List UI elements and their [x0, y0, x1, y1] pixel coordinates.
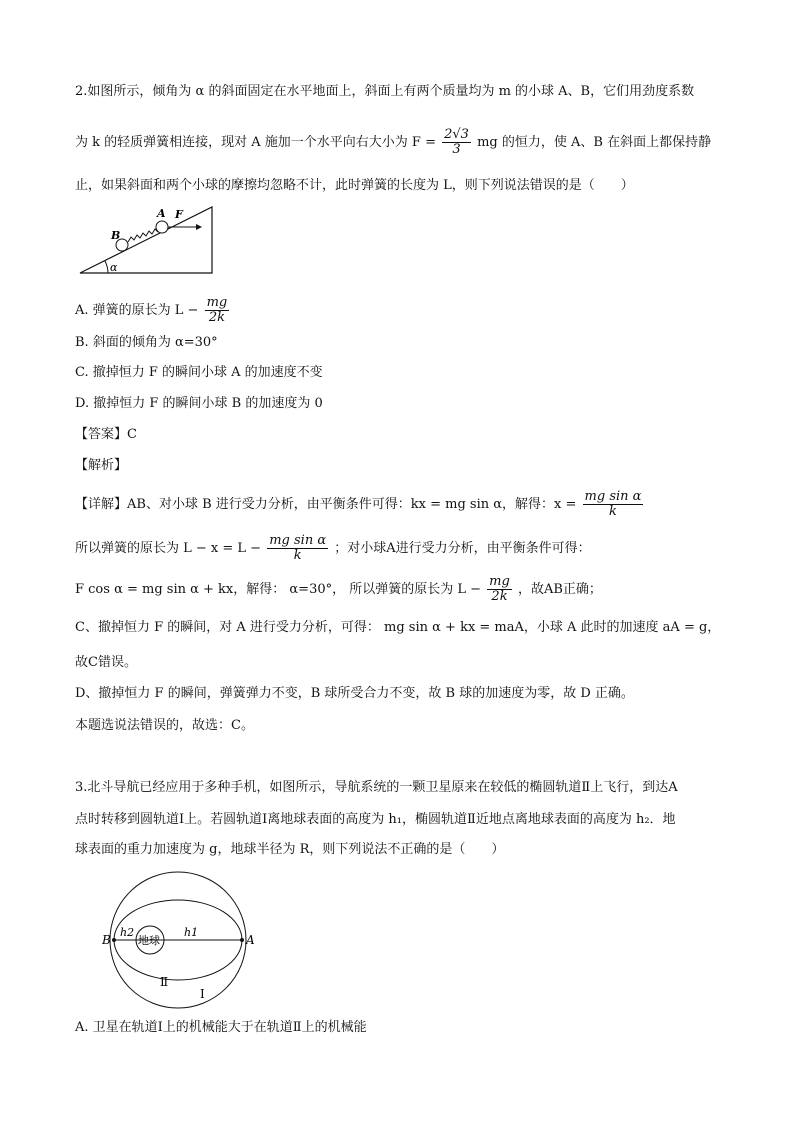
- detail-1-numerator: mg sin α: [584, 489, 642, 504]
- detail-line-6: D、撤掉恒力 F 的瞬间，弹簧弹力不变，B 球所受合力不变，故 B 球的加速度为零，故 D 正确。: [75, 686, 634, 701]
- q3-stem-line-3: 球表面的重力加速度为 g，地球半径为 R，则下列说法不正确的是（ ）: [75, 842, 505, 857]
- detail-2-fraction: [267, 534, 328, 563]
- q2-stem-line-2-post: mg 的恒力，使 A、B 在斜面上都保持静: [477, 135, 712, 150]
- ball-B-label: B: [111, 229, 121, 242]
- earth-label: 地球: [138, 934, 160, 947]
- label-B: B: [102, 933, 111, 947]
- detail-line-4: C、撤掉恒力 F 的瞬间，对 A 进行受力分析，可得： mg sin α + kx = maA，小球 A 此时的加速度 aA = g，: [75, 620, 721, 635]
- q2-option-a-text: A. 弹簧的原长为 L −: [75, 303, 199, 318]
- detail-line-5: 故C错误。: [75, 655, 137, 670]
- detail-line-1-text: 【详解】AB、对小球 B 进行受力分析，由平衡条件可得：kx = mg sin α，解得：x =: [75, 497, 577, 512]
- option-a-numerator: mg: [206, 295, 228, 310]
- q2-option-a: [75, 296, 231, 325]
- q3-stem-line-2: 点时转移到圆轨道Ⅰ上。若圆轨道Ⅰ离地球表面的高度为 h₁，椭圆轨道Ⅱ近地点离地球表面的高度为 h₂．地: [75, 812, 676, 827]
- angle-arc: [105, 261, 108, 273]
- detail-line-1: [75, 490, 645, 519]
- incline-triangle: [80, 207, 212, 273]
- detail-2-denominator: k: [293, 548, 302, 563]
- label-h2: h2: [120, 926, 135, 939]
- q3-option-a: A. 卫星在轨道Ⅰ上的机械能大于在轨道Ⅱ上的机械能: [75, 1020, 367, 1035]
- option-a-denominator: 2k: [208, 310, 225, 325]
- detail-3-fraction: [487, 575, 512, 604]
- option-a-fraction: [205, 296, 230, 325]
- force-fraction: [442, 128, 471, 157]
- detail-line-2-pre: 所以弹簧的原长为 L − x = L −: [75, 541, 262, 556]
- q3-stem-line-1: 3.北斗导航已经应用于多种手机，如图所示，导航系统的一颗卫星原来在较低的椭圆轨道Ⅱ上飞行，到达A: [75, 780, 678, 795]
- analysis-label: 【解析】: [75, 458, 128, 473]
- point-A: [240, 938, 244, 942]
- label-h1: h1: [184, 926, 199, 939]
- label-A: A: [246, 933, 255, 947]
- label-I: Ⅰ: [200, 987, 205, 1001]
- detail-line-3-post: ，故AB正确；: [517, 582, 602, 597]
- answer-label: 【答案】C: [75, 427, 137, 442]
- ball-A: [156, 221, 168, 233]
- incline-figure: [78, 205, 218, 277]
- q2-option-b: B. 斜面的倾角为 α=30°: [75, 335, 218, 350]
- q2-stem-line-1: 2.如图所示，倾角为 α 的斜面固定在水平地面上，斜面上有两个质量均为 m 的小球 A、B，它们用劲度系数: [75, 84, 695, 99]
- detail-line-2-post: ；对小球A进行受力分析，由平衡条件可得：: [334, 541, 591, 556]
- force-fraction-denominator: 3: [452, 142, 461, 157]
- force-label: F: [175, 208, 183, 221]
- q2-stem-line-2-pre: 为 k 的轻质弹簧相连接，现对 A 施加一个水平向右大小为 F =: [75, 135, 436, 150]
- force-arrowhead: [196, 224, 202, 230]
- alpha-label: α: [110, 261, 118, 274]
- q2-option-d: D. 撤掉恒力 F 的瞬间小球 B 的加速度为 0: [75, 396, 323, 411]
- detail-line-3: [75, 575, 602, 604]
- detail-3-numerator: mg: [489, 574, 510, 589]
- detail-line-3-pre: F cos α = mg sin α + kx，解得： α=30°， 所以弹簧的原长为 L −: [75, 582, 482, 597]
- point-B: [112, 938, 116, 942]
- detail-1-fraction: [583, 490, 644, 519]
- q2-stem-line-3: 止，如果斜面和两个小球的摩擦均忽略不计，此时弹簧的长度为 L，则下列说法错误的是（ ）: [75, 178, 634, 193]
- detail-2-numerator: mg sin α: [269, 533, 327, 548]
- spring: [128, 229, 158, 242]
- ball-A-label: A: [157, 207, 166, 220]
- detail-3-denominator: 2k: [491, 589, 508, 604]
- detail-1-denominator: k: [609, 504, 617, 519]
- detail-line-7: 本题选说法错误的，故选：C。: [75, 718, 254, 733]
- q2-stem-line-2: [75, 128, 711, 157]
- label-II: Ⅱ: [160, 975, 169, 989]
- orbit-figure: [78, 862, 278, 1012]
- force-fraction-numerator: 2√3: [444, 127, 469, 142]
- q2-option-c: C. 撤掉恒力 F 的瞬间小球 A 的加速度不变: [75, 365, 323, 380]
- detail-line-2: [75, 534, 591, 563]
